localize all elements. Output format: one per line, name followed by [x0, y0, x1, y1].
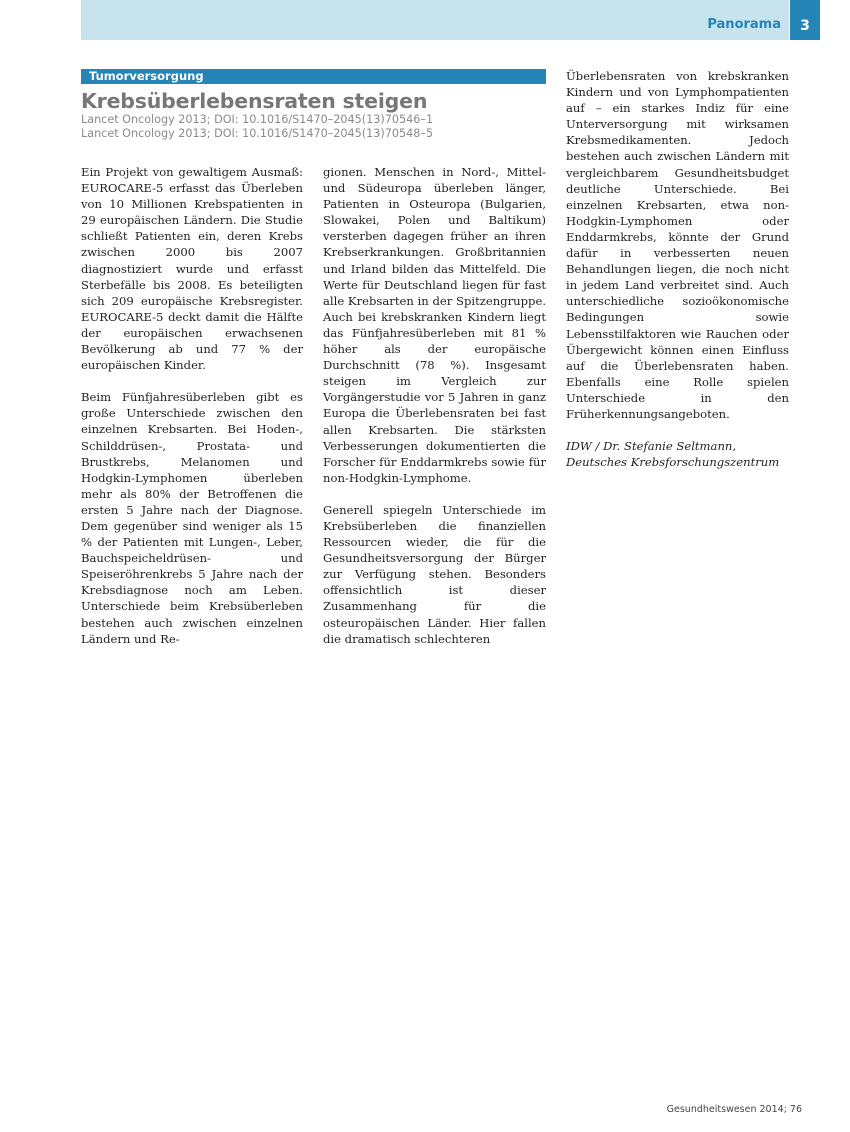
author-credit: IDW / Dr. Stefanie Seltmann, Deutsches Krebsforschungszentrum	[566, 439, 780, 470]
article-header	[81, 69, 546, 141]
body-paragraph: gionen. Menschen in Nord-, Mittel- und Südeuropa überleben länger, Patienten in Osteuropa (Bulgarien, Slowakei, Polen und Baltikum) versterben dagegen früher an ihren Krebserkrankungen. Großbritannien und Irland bilden das Mittelfeld. Die Werte für Deutschland liegen für fast alle Krebsarten in der Spitzengruppe. Auch bei krebskranken Kindern liegt das Fünfjahresüberleben mit 81 % höher als der europäische Durchschnitt (78 %). Insgesamt steigen im Vergleich zur Vorgängerstudie vor 5 Jahren in ganz Europa die Überlebensraten bei fast allen Krebsarten. Die stärksten Verbesserungen dokumentierten die Forscher für Enddarmkrebs sowie für non-Hodgkin-Lymphome.	[323, 165, 546, 485]
body-paragraph: Beim Fünfjahresüberleben gibt es große Unterschiede zwischen den einzelnen Krebsarten. Bei Hoden-, Schilddrüsen-, Prostata- und Brustkrebs, Melanomen und Hodgkin-Lymphomen überleben mehr als 80% der Betroffenen die ersten 5 Jahre nach der Diagnose. Dem gegenüber sind weniger als 15 % der Patienten mit Lungen-, Leber, Bauchspeicheldrüsen- und Speiseröhrenkrebs 5 Jahre nach der Krebsdiagnose noch am Leben. Unterschiede beim Krebsüberleben bestehen auch zwischen einzelnen Ländern und Re-	[81, 390, 303, 646]
topic-label: Tumorversorgung	[81, 69, 546, 84]
header-band	[81, 0, 789, 40]
body-paragraph: Überlebensraten von krebskranken Kindern und von Lymphompatienten auf – ein starkes Indiz für eine Unterversorgung mit wirksamen Krebsmedikamenten. Jedoch bestehen auch zwischen Ländern mit vergleichbarem Gesundheitsbudget deutliche Unterschiede. Bei einzelnen Krebsarten, etwa non-Hodgkin-Lymphomen oder Enddarmkrebs, könnte der Grund dafür in verbesserten neuen Behandlungen liegen, die noch nicht in jedem Land verbreitet sind. Auch unterschiedliche sozioökonomische Bedingungen sowie Lebensstilfaktoren wie Rauchen oder Übergewicht können einen Einfluss auf die Überlebensraten haben. Ebenfalls eine Rolle spielen Unterschiede in den Früherkennungsangeboten.	[566, 69, 789, 421]
text-column-2	[323, 164, 546, 647]
journal-footer: Gesundheitswesen 2014; 76	[666, 1104, 802, 1115]
citation: Lancet Oncology 2013; DOI: 10.1016/S1470–2045(13)70548–5	[81, 127, 434, 140]
text-column-1	[81, 164, 303, 647]
body-paragraph: Generell spiegeln Unterschiede im Krebsüberleben die finanziellen Ressourcen wieder, die für die Gesundheitsversorgung der Bürger zur Verfügung stehen. Besonders offensichtlich ist dieser Zusammenhang für die osteuropäischen Länder. Hier fallen die dramatisch schlechteren	[323, 502, 546, 646]
section-name: Panorama	[707, 17, 781, 32]
page-number: 3	[790, 0, 820, 40]
article-title: Krebsüberlebensraten steigen	[81, 89, 428, 113]
body-paragraph: Ein Projekt von gewaltigem Ausmaß: EUROCARE-5 erfasst das Überleben von 10 Millionen Krebspatienten in 29 europäischen Ländern. Die Studie schließt Patienten ein, deren Krebs zwischen 2000 bis 2007 diagnostiziert wurde und erfasst Sterbefälle bis 2008. Es beteiligten sich 209 europäische Krebsregister. EUROCARE-5 deckt damit die Hälfte der europäischen erwachsenen Bevölkerung ab und 77 % der europäischen Kinder.	[81, 165, 303, 373]
text-column-3	[566, 68, 789, 470]
citation: Lancet Oncology 2013; DOI: 10.1016/S1470–2045(13)70546–1	[81, 113, 434, 126]
